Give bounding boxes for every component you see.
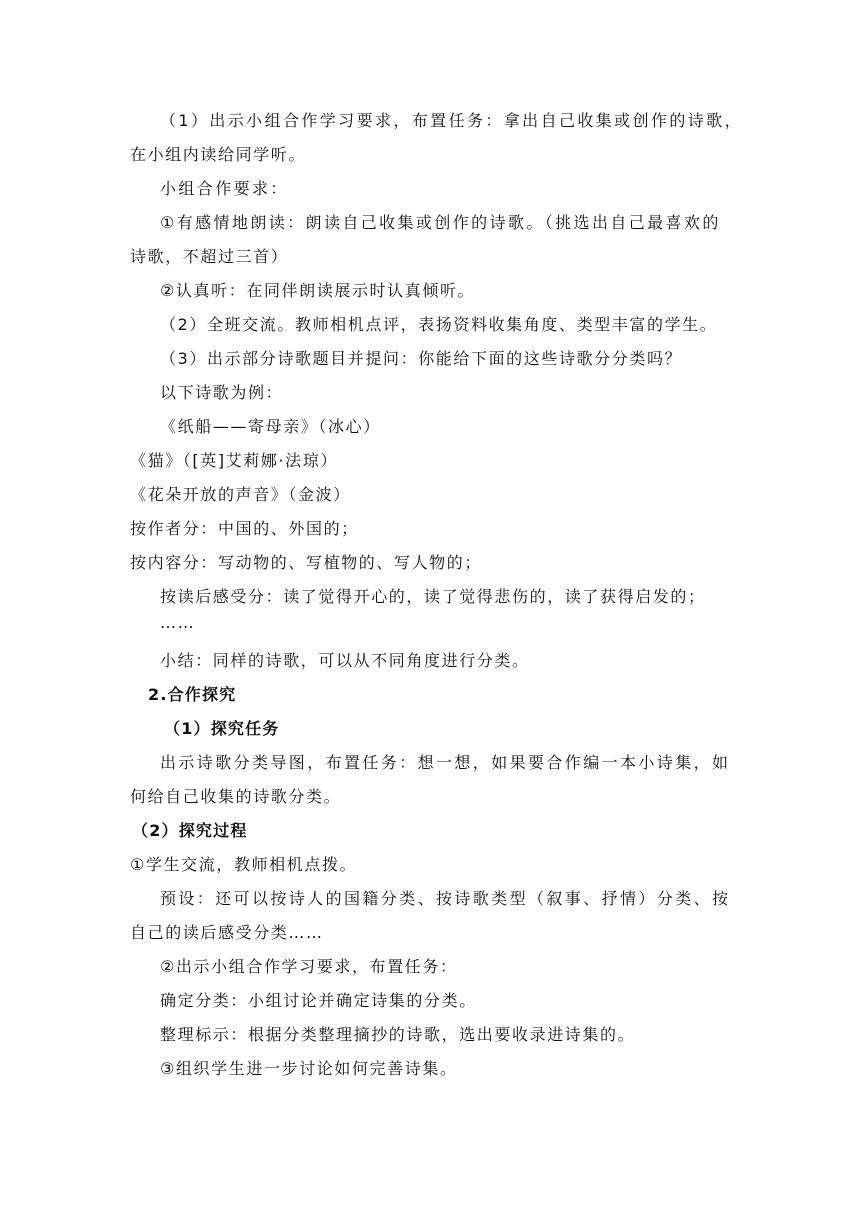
text-line-9: 以下诗歌为例： [160, 383, 284, 402]
text-line-6: ②认真听：在同伴朗读展示时认真倾听。 [160, 281, 476, 300]
section-heading-cooperative-inquiry: 2.合作探究 [148, 685, 237, 704]
text-line-7: （2）全班交流。教师相机点评，表扬资料收集角度、类型丰富的学生。 [160, 315, 718, 334]
poem-title-3: 《花朵开放的声音》（金波） [130, 485, 351, 504]
text-line-21: 何给自己收集的诗歌分类。 [130, 787, 342, 806]
text-line-26: ②出示小组合作学习要求，布置任务： [160, 957, 458, 976]
text-line-1: （1）出示小组合作学习要求，布置任务：拿出自己收集或创作的诗歌， [160, 111, 743, 130]
subheading-inquiry-process: （2）探究过程 [132, 821, 248, 840]
text-line-13: 按作者分：中国的、外国的； [130, 519, 359, 538]
text-line-4: ①有感情地朗读：朗读自己收集或创作的诗歌。（挑选出自己最喜欢的 [160, 213, 721, 232]
ellipsis-line: …… [160, 613, 196, 632]
poem-title-1: 《纸船——寄母亲》（冰心） [160, 417, 381, 436]
text-line-28: 整理标示：根据分类整理摘抄的诗歌，选出要收录进诗集的。 [160, 1025, 636, 1044]
text-line-24: 预设：还可以按诗人的国籍分类、按诗歌类型（叙事、抒情）分类、按 [160, 889, 731, 908]
text-line-15: 按读后感受分：读了觉得开心的，读了觉得悲伤的，读了获得启发的； [160, 587, 706, 606]
text-line-23: ①学生交流，教师相机点拨。 [130, 855, 358, 874]
poem-title-2: 《猫》（[英]艾莉娜·法琼） [130, 451, 338, 470]
text-line-5: 诗歌，不超过三首） [130, 247, 289, 266]
text-line-27: 确定分类：小组讨论并确定诗集的分类。 [160, 991, 477, 1010]
text-line-14: 按内容分：写动物的、写植物的、写人物的； [130, 553, 483, 572]
text-line-20: 出示诗歌分类导图，布置任务：想一想，如果要合作编一本小诗集，如 [160, 753, 731, 772]
text-line-8: （3）出示部分诗歌题目并提问：你能给下面的这些诗歌分分类吗？ [160, 349, 683, 368]
text-line-29: ③组织学生进一步讨论如何完善诗集。 [160, 1059, 458, 1078]
subheading-inquiry-task: （1）探究任务 [164, 719, 280, 738]
text-line-3: 小组合作要求： [160, 179, 289, 198]
summary-line: 小结：同样的诗歌，可以从不同角度进行分类。 [160, 651, 530, 670]
text-line-2: 在小组内读给同学听。 [130, 145, 307, 164]
text-line-25: 自己的读后感受分类…… [130, 923, 324, 942]
